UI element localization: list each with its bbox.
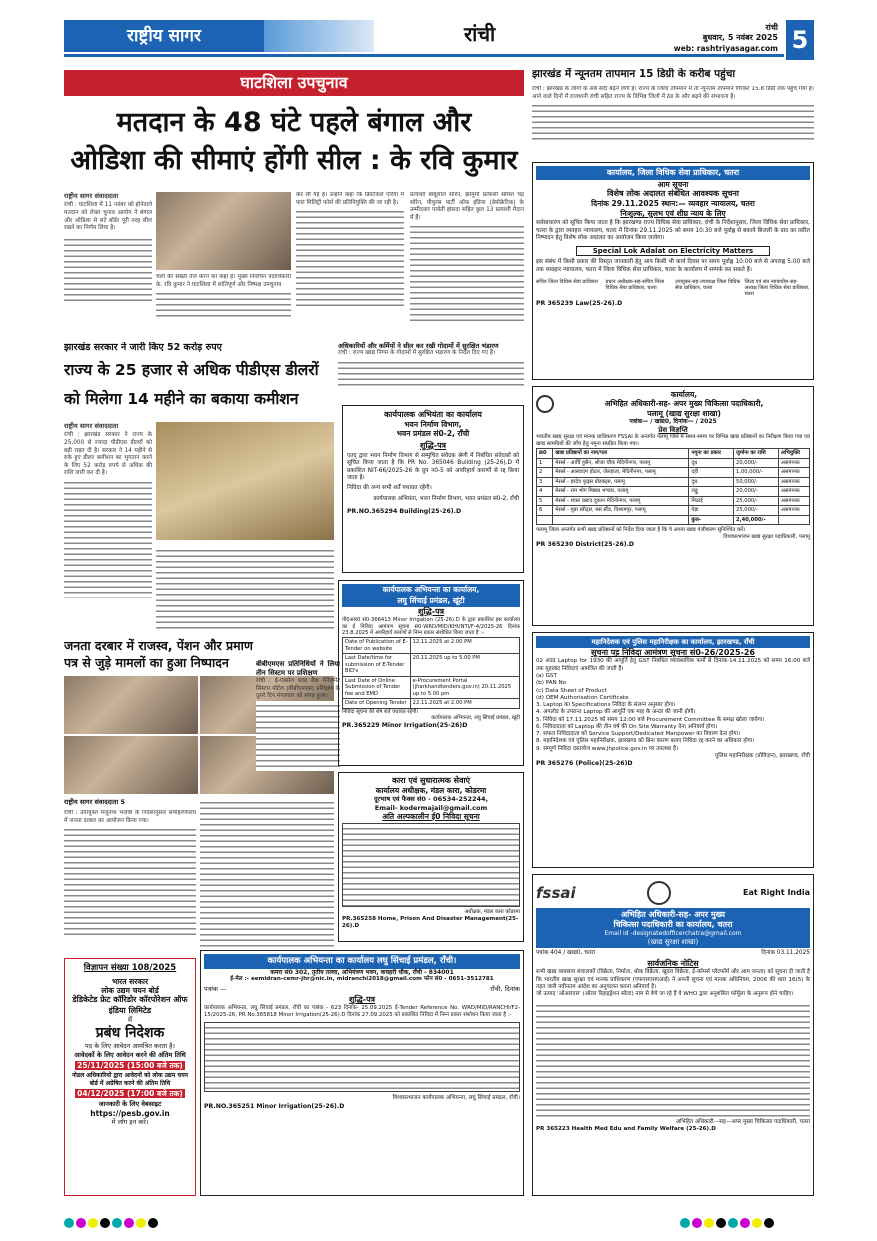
table-header: जुर्माना का राशि bbox=[734, 449, 779, 459]
pds-column-1: राष्ट्रीय सागर संवाददाता रांची : झारखंड सरकार ने राज्य के 25,000 से ज्यादा पीडीएस डीलरों को बड़ी राहत दी है। सरकार ने 14 महीने से रुके हुए डीलर कमीशन का भुगतान करने के लिए 52 करोड़ रुपये से अधिक की राशि जारी कर दी है। bbox=[64, 422, 152, 632]
ranchi-corrigendum-ad: कार्यपालक अभियन्ता का कार्यालय लघु सिंचाई प्रमंडल, राँची। कमरा सं0 302, तृतीय तल्ला, अभियंत्रण भवन, कचहरी चौक, राँची - 834001 ई-मेल :- eemidran-cemr-jhr@nic.in, midranchi2018@gmail.com फोन सं0 - 0651-3512781 पत्रांक — राँची, दिनांक शुद्धि-पत्र कार्यपालक अभियन्ता, लघु सिंचाई प्रमंडल, राँची का पत्रांक - 623 दिनांक- 25.09.2025 ई-Tender Reference No. WRD/MID/RANCHI/F2-15/2025-26, PR No.365818 Minor Irrigation(25-26).D दिनांक 27.09.2025 को प्रकाशित निविदा में निम्न प्रकार संशोधन किया जाता है :- विश्वासभाजन कार्यपालक अभियन्ता, लघु सिंचाई प्रमंडल, राँची। PR.NO.365251 Minor Irrigation(25-26).D bbox=[200, 950, 524, 1196]
lead-column-4: प्रत्याशी बाबूलाल सोरेन, झामुमो प्रत्याशी सोमेश चंद्र सोरेन, पीपुल्स पार्टी ऑफ इंडिया (डेमोक्रेटिक) के उम्मीदवार पार्वती हांसदा सहित कुल 13 प्रत्याशी मैदान में हैं। bbox=[410, 192, 524, 337]
list-item: (c) Data Sheet of Product bbox=[536, 687, 607, 694]
list-item: (a) GST bbox=[536, 673, 557, 680]
table-row: Last Date/time for submission of E-Tender BID's 20.11.2025 up to 5.00 PM bbox=[343, 654, 520, 677]
eat-right-logo: Eat Right India bbox=[743, 888, 810, 897]
table-row: 2 मेसर्स - आस्वादम होटल, जेलहाता, मेदिनीनगर, पलामू दही 1,00,000/- असमानक bbox=[537, 468, 810, 478]
fssai-logo: fssai bbox=[536, 883, 576, 902]
lead-column-1: राष्ट्रीय सागर संवाददाता रांची : घाटशिला में 11 नवंबर को होनेवाले मतदान को लेकर चुनाव आयोग ने बंगाल और ओडिशा से सटे बॉर्डर पूरी तरह सील रखने का निर्णय लिया है। bbox=[64, 192, 152, 337]
website[interactable]: web: rashtriyasagar.com bbox=[673, 44, 778, 53]
list-item: 9. सम्पूर्ण निविदा दस्तावेज www.jhpolice.gov.in पर उपलब्ध है। bbox=[536, 745, 679, 752]
pesb-url[interactable]: https://pesb.gov.in bbox=[90, 1108, 170, 1118]
janta-column-2 bbox=[200, 798, 334, 948]
list-item: 6. निविदादाता को Laptop की तीन वर्ष की On Site Warranty देना अनिवार्य होगा। bbox=[536, 723, 718, 730]
page-number: 5 bbox=[786, 20, 814, 60]
table-header: अभियुक्ति bbox=[778, 449, 809, 459]
khunti-corrigendum-ad: कार्यपालक अभियन्ता का कार्यालय, लघु सिंचाई प्रमंडल, खूंटी शुद्धि-पत्र पी0आर0 सं0-366413 Minor Irrigation (25-26).D के द्वारा प्रकाशित इस कार्यालय का ई निविदा आमंत्रण सूचना सं0-WRD/MID/KHUNTI/F-4/2025-26 दिनांक 23.8.2025 में अपरिहार्य कारणों से निम्न प्रकार संशोधित किया जाता है :- Date of Publication of E-Tender on website 12.11.2025 at 2.00 PM Last Date/time for submission of E-Tender BID's 20.11.2025 up to 5.00 PM Last Date of Online Submission of Tender fee and EMD e-Procurement Portal (jharkhandtenders.gov.in) 20.11.2025 up to 5.00 pm Date of Opening Tender 22.11.2025 at 2.00 PM निविदा सूचना की शेष शर्तें यथावत रहेंगी। कार्यपालक अभियन्ता, लघु सिंचाई प्रमंडल, खूंटी PR.365229 Minor Irrigation(25-26)D bbox=[338, 580, 524, 766]
table-header: क्र0 bbox=[537, 449, 553, 459]
pds-kicker: झारखंड सरकार ने जारी किए 52 करोड़ रुपए bbox=[64, 342, 222, 353]
table-row: 1 मेसर्स - आर्चि हुसैन, श्रीजा चौक मेदिनीनगर, पलामू दूध 20,000/- असमानक bbox=[537, 458, 810, 468]
table-header: नमूना का प्रकार bbox=[689, 449, 734, 459]
list-item: 4. अपलोड के उपरान्त Laptop की आपूर्ति एक माह के अन्दर की जानी होगी। bbox=[536, 709, 696, 716]
edition-city: रांची bbox=[464, 22, 496, 46]
janta-photo bbox=[64, 676, 198, 734]
pds-column-2 bbox=[156, 546, 334, 632]
janta-photo bbox=[64, 736, 198, 794]
khunti-date-table bbox=[342, 637, 520, 709]
palamu-food-safety-notice: कार्यालय, अभिहित अधिकारी-सह- अपर मुख्य चिकित्सा पदाधिकारी, पलामू (खाद्य सुरक्षा शाखा) पत्रांक— / खाद्य0, दिनांक— / 2025 प्रेस विज्ञप्ति भारतीय खाद्य सुरक्षा एवं मानक प्राधिकरण FSSAI के अन्तर्गत पलामू जिले में समय-समय पर विभिन्न खाद्य प्रतिष्ठानों का निरीक्षण किया गया एवं खाद्य सामग्रियों की जाँच हेतु नमूना संग्रहित किया गया। क्र0 खाद्य प्रतिष्ठानों का नाम/पता नमूना का प्रकार जुर्माना का राशि अभियुक्ति 1 मेसर्स - आर्चि हुसैन, श्रीजा चौक मेदिनीनगर, पलामू दूध 20,000/- असमानक 2 मेसर्स - आस्वादम होटल, जेलहाता, मेदिनीनगर, पलामू दही 1,00,000/- असमानक 3 मेसर्स - हरदेव फूड्स प्रोडक्ट्स, पलामू दूध 50,000/- असमानक 4 मेसर्स - राम भोग मिष्ठान्न भण्डार, पलामू लड्डू 20,000/- असमानक 5 मेसर्स - शंकर प्रसाद दुकान मेदिनीनगर, पलामू मिठाई 25,000/- असमानक 6 मेसर्स - मुन्ना स्वीट्स, बस स्टैंड, विश्रामपुर, पलामू पेड़ा 25,000/- असमानक कुल- 2,40,000/- पलामू जिला अन्तर्गत सभी खाद्य प्रतिष्ठानों को निर्देश दिया जाता है कि वे अपना खाद्य पंजीकरण सुनिश्चित करें। विश्वासभाजन खाद्य सुरक्षा पदाधिकारी, पलामू PR 365230 District(25-26).D bbox=[532, 386, 814, 626]
lead-kicker: घाटशिला उपचुनाव bbox=[64, 70, 524, 96]
list-item: 7. सफल निविदादाता को Service Support/Dedicated Manpower का विवरण देना होगा। bbox=[536, 731, 741, 738]
building-corrigendum-ad: कार्यपालक अभियंता का कार्यालय भवन निर्माण विभाग, भवन प्रमंडल सं0-2, राँची शुद्धि-पत्र एतद् द्वारा भवन निर्माण विभाग से सम्मुचित संवेदक श्रेणी में निबंधित संवेदकों को सूचित किया जाता है कि PR No. 365046 Building (25-26).D में प्रकाशित NIT-66/2025-26 के ग्रुप न0-5 को अपरिहार्य कारणों से रद्द किया जाता है। निविदा की अन्य सभी शर्तें यथावत रहेंगी। कार्यपालक अभियंता, भवन निर्माण विभाग, भवन प्रमंडल सं0-2, राँची PR.NO.365294 Building(25-26).D bbox=[342, 405, 524, 573]
masthead bbox=[64, 20, 814, 62]
table-row: 4 मेसर्स - राम भोग मिष्ठान्न भण्डार, पलामू लड्डू 20,000/- असमानक bbox=[537, 487, 810, 497]
table-row: Date of Opening Tender 22.11.2025 at 2.00 PM bbox=[343, 699, 520, 709]
table-row: 5 मेसर्स - शंकर प्रसाद दुकान मेदिनीनगर, पलामू मिठाई 25,000/- असमानक bbox=[537, 496, 810, 506]
edition-date: रांची बुधवार, 5 नवंबर 2025 bbox=[702, 23, 778, 42]
color-registration-marks bbox=[680, 1218, 774, 1234]
table-row: 6 मेसर्स - मुन्ना स्वीट्स, बस स्टैंड, विश्रामपुर, पलामू पेड़ा 25,000/- असमानक bbox=[537, 506, 810, 516]
emblem-icon bbox=[536, 395, 554, 413]
lead-column-3: कर ली गई हैं। उन्होंने कहा कि क्रिटिकल एरिया में पारा मिलिट्री फोर्स की प्रतिनियुक्ति की जा रही है। bbox=[296, 192, 404, 337]
list-item: 3. Laptop का Specifications निविदा के संलग्न अनुसार होगा। bbox=[536, 702, 676, 709]
list-item: 5. निविदा को 17.11.2025 को समय 12:00 बजे Procurement Committee के समक्ष खोला जायेगा। bbox=[536, 716, 765, 723]
officer-photo bbox=[156, 192, 291, 270]
prison-tender-ad: कारा एवं सुधारात्मक सेवाएं कार्यालय अधीक्षक, मंडल कारा, कोडरमा दूरभाष एवं फैक्स सं0 - 06534-252244, Email- kodermajail@gmail.com अति अल्पकालीन ई0 निविदा सूचना अधीक्षक, मंडल कारा कोडरमा PR.365258 Home, Prison And Disaster Management(25-26).D bbox=[338, 772, 524, 942]
janta-headline: जनता दरबार में राजस्व, पेंशन और प्रमाण पत्र से जुड़े मामलों का हुआ निष्पादन bbox=[64, 638, 253, 670]
list-item: (d) OEM Authorisation Certificate bbox=[536, 694, 629, 701]
grain-photo bbox=[156, 422, 334, 540]
color-registration-marks bbox=[64, 1218, 158, 1234]
chatra-public-notice: fssai Eat Right India अभिहित अधिकारी-सह- अपर मुख्य चिकित्सा पदाधिकारी का कार्यालय, चतरा Email id -designatedofficerchatra@gmail.com (खाद्य सुरक्षा शाखा) पत्रांक 404 / खाद्य0, चतरा दिनांक 03.11.2025 सार्वजनिक नोटिस सभी खाद्य व्यवसाय संचालकों (विक्रेता, निर्माता, थोक विक्रेता, खुदरा विक्रेता, ई-कॉमर्स प्लेटफॉर्म और आम जनता) को सूचना दी जाती है कि भारतीय खाद्य सुरक्षा एवं मानक प्राधिकरण (एफएसएसएआई) ने अपनी सूचना एवं मानक अधिनियम, 2006 की धारा 16(5) के तहत जारी नवीनतम आदेश का अनुपालन करना अनिवार्य है। जो उत्पाद 'ओआरएस' (ओरल रिहाइड्रेशन सॉल्ट) नाम से बेचे जा रहे हैं वे WHO द्वारा अनुशंसित फॉर्मूला के अनुरूप होने चाहिए। अभिहित अधिकारी—सह—अपर मुख्य चिकित्सा पदाधिकारी, चतरा PR 365223 Health Med Edu and Family Welfare (25-26).D bbox=[532, 874, 814, 1196]
masthead-rule bbox=[64, 54, 784, 57]
masthead-decoration bbox=[264, 20, 374, 52]
table-total-row: कुल- 2,40,000/- bbox=[537, 515, 810, 525]
police-tender-notice: महानिदेशक एवं पुलिस महानिरीक्षक का कार्यालय, झारखण्ड, राँची सूचना पट्ट निविदा आमंत्रण सूचना सं0-26/2025-26 02 अदद Laptop for 1930 की आपूर्ति हेतु GST निबंधित व्यावसायिक फर्मों से दिनांक-14.11.2025 को समय 16:00 बजे तक मुहरबंद निविदाएं आमंत्रित की जाती हैं। (a) GST (b) PAN No (c) Data Sheet of Product (d) OEM Authorisation Certificate 3. Laptop का Specifications निविदा के संलग्न अनुसार होगा। 4. अपलोड के उपरान्त Laptop की आपूर्ति एक माह के अन्दर की जानी होगी। 5. निविदा को 17.11.2025 को समय 12:00 बजे Procurement Committee के समक्ष खोला जायेगा। 6. निविदादाता को Laptop की तीन वर्ष की On Site Warranty देना अनिवार्य होगा। 7. सफल निविदादाता को Service Support/Dedicated Manpower का विवरण देना होगा। 8. महानिदेशक एवं पुलिस महानिरीक्षक, झारखण्ड को बिना कारण बताए निविदा रद्द करने का अधिकार होगा। 9. सम्पूर्ण निविदा दस्तावेज www.jhpolice.gov.in पर उपलब्ध है। पुलिस महानिरीक्षक (प्रोविज़न), झारखण्ड, राँची PR 365276 (Police)(25-26)D bbox=[532, 632, 814, 868]
table-header: खाद्य प्रतिष्ठानों का नाम/पता bbox=[553, 449, 689, 459]
lok-adalat-notice: कार्यालय, जिला विधिक सेवा प्राधिकार, चतरा आम सूचना विशेष लोक अदालत संबंधित आवश्यक सूचना दिनांक 29.11.2025 स्थान:— व्यवहार न्यायालय, चतरा निःशुल्क, सुलभ एवं शीघ्र न्याय के लिए सर्वसाधारण को सूचित किया जाता है कि झारखण्ड राज्य विधिक सेवा प्राधिकार, रांची के निर्देशानुसार, जिला विधिक सेवा प्राधिकार, चतरा के द्वारा व्यवहार न्यायालय, चतरा में दिनांक 29.11.2025 को समय 10:30 बजे पूर्वाह्न से बकाये बिजली के वाद का त्वरित निष्पादन हेतु विशेष लोक अदालत का आयोजन किया जायेगा। Special Lok Adalat on Electricity Matters इस संबंध में किसी प्रकार की विस्तृत जानकारी हेतु आप किसी भी कार्य दिवस पर समय पूर्वाह्न 10:00 बजे से अपराह्न 5:00 बजे तक व्यवहार न्यायालय, चतरा में जिला विधिक सेवा प्राधिकार, चतरा के कार्यालय में सम्पर्क कर सकते हैं। सचिव जिला विधिक सेवा प्राधिकार प्रधान अधीक्षक-सह-सचिव जिला विधिक सेवा प्राधिकार, चतरा उपायुक्त-सह-उपाध्यक्ष जिला विधिक सेवा प्राधिकार, चतरा जिला एवं सत्र न्यायाधीश-सह-अध्यक्ष जिला विधिक सेवा प्राधिकार, चतरा PR 365239 Law(25-26).D bbox=[532, 162, 814, 380]
list-item: 8. महानिदेशक एवं पुलिस महानिरीक्षक, झारखण्ड को बिना कारण बताए निविदा रद्द करने का अधिकार होगा। bbox=[536, 738, 755, 745]
newspaper-logo: राष्ट्रीय सागर bbox=[64, 20, 264, 52]
weather-headline: झारखंड में न्यूनतम तापमान 15 डिग्री के करीब पहुंचा bbox=[532, 68, 736, 80]
janta-column-1: रांची : उपायुक्त मंजूनाथ भजंत्री के निर्देशानुसार समाहरणालय में जनता दरबार का आयोजन किया गया। bbox=[64, 810, 196, 950]
table-row: 3 मेसर्स - हरदेव फूड्स प्रोडक्ट्स, पलामू दूध 50,000/- असमानक bbox=[537, 477, 810, 487]
table-row: Date of Publication of E-Tender on website 12.11.2025 at 2.00 PM bbox=[343, 638, 520, 654]
pds-headline: राज्य के 25 हजार से अधिक पीडीएस डीलरों को मिलेगा 14 महीने का बकाया कमीशन bbox=[64, 361, 319, 408]
lead-headline: मतदान के 48 घंटे पहले बंगाल और ओडिशा की सीमाएं होंगी सील : के रवि कुमार bbox=[70, 107, 518, 176]
weather-story: रांची : झारखंड के लोगों के अब सर्दी बढ़ने लगी है। राज्य के जिला तापमान में तो न्यूनतम तापमान गिरकर 15.8 डिग्री तक पहुंच गया है। आने वाले दिनों में राजधानी रांची सहित राज्य के विभिन्न जिलों में ठंड के और बढ़ने की संभावना है। bbox=[532, 86, 814, 156]
emblem-icon bbox=[647, 881, 671, 905]
bbms-story: बीबीएमएस प्रतिनिधियों ने लिया तीन सिस्टम पर प्रशिक्षण रांची : ई-एक्सेल ब्लड बैंक मैनेजमेंट सिस्टम पोर्टल (बीबीएमएस) प्रशिक्षण के दूसरे दिन मंगलवार को संपन्न हुआ। bbox=[256, 660, 340, 790]
lead-photo-caption-text: चलों की सख्ती तेज करने को कहा है। मुख्य निर्वाचन पदाधिकारी के. रवि कुमार ने घाटशिला में शांतिपूर्ण और निष्पक्ष उपचुनाव bbox=[156, 274, 291, 334]
table-row: Last Date of Online Submission of Tender fee and EMD e-Procurement Portal (jharkhandtenders.gov.in) 20.11.2025 up to 5.00 pm bbox=[343, 676, 520, 699]
grain-story: अधिकारियों और कर्मियों ने सील कर रखी गोदामों में सुरक्षित भंडारण रांची : राज्य खाद्य निगम के गोदामों में सुरक्षित भंडारण के निर्देश दिए गए हैं। bbox=[338, 342, 524, 400]
list-item: (b) PAN No bbox=[536, 680, 567, 687]
pesb-recruitment-ad: विज्ञापन संख्या 108/2025 भारत सरकार लोक उद्यम चयन बोर्ड डेडिकेटेड फ्रेट कॉरिडोर कॉरपोरेशन ऑफ इंडिया लिमिटेड में प्रबंध निदेशक पद के लिए आवेदन आमंत्रित करता है। आवेदकों के लिए आवेदन करने की अंतिम तिथि 25/11/2025 (15:00 बजे तक) नोडल अधिकारियों द्वारा आवेदनों को लोक उद्यम चयन बोर्ड में अग्रेषित करने की अंतिम तिथि 04/12/2025 (17:00 बजे तक) जानकारी के लिए वेबसाइट https://pesb.gov.in में लॉग इन करें। bbox=[64, 958, 196, 1196]
fine-table bbox=[536, 448, 810, 525]
janta-byline: राष्ट्रीय सागर संवाददाता 5 bbox=[64, 798, 125, 806]
